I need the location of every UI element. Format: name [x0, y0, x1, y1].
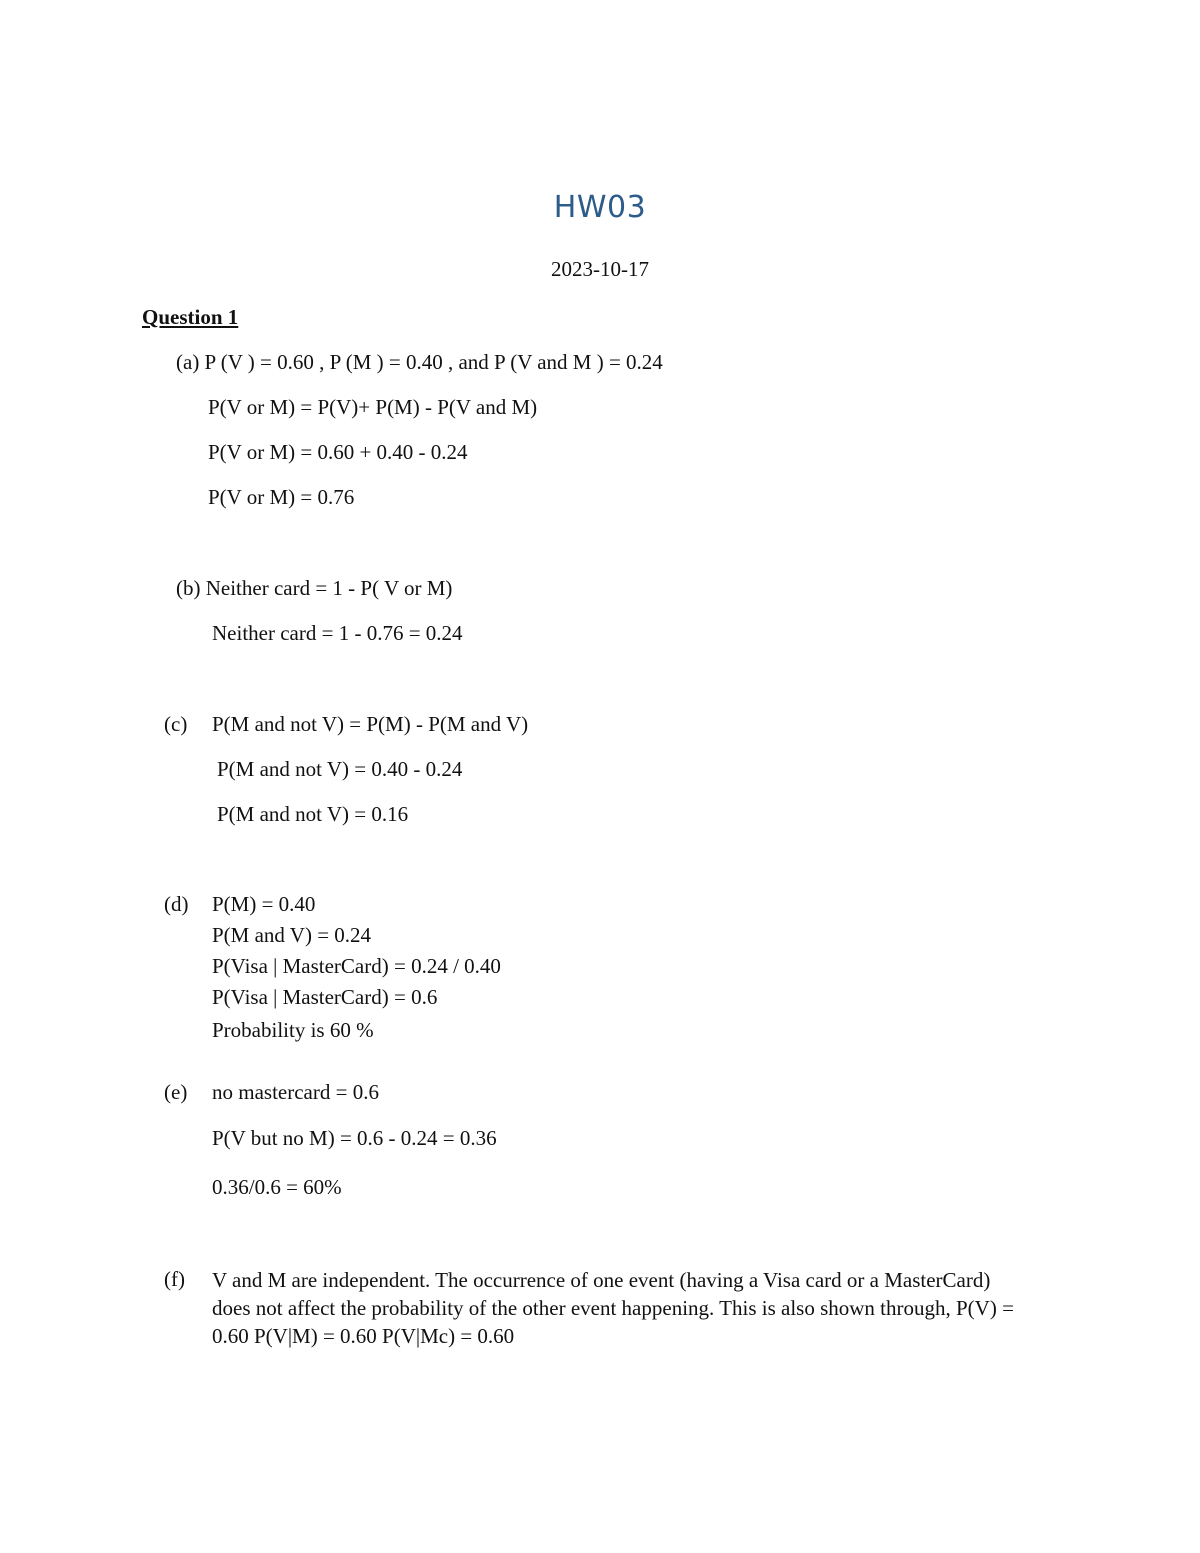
part-b-line-1: Neither card = 1 - 0.76 = 0.24 — [212, 621, 463, 645]
part-c-line-2: P(M and not V) = 0.16 — [217, 802, 409, 826]
question-heading: Question 1 — [142, 305, 239, 329]
part-e-line-1: no mastercard = 0.6 — [212, 1080, 379, 1104]
part-a-lead: (a) P (V ) = 0.60 , P (M ) = 0.40 , and P (V and M ) = 0.24 — [176, 350, 663, 374]
part-a-line-2: P(V or M) = 0.60 + 0.40 - 0.24 — [208, 440, 468, 464]
part-e-line-3: 0.36/0.6 = 60% — [212, 1175, 342, 1199]
part-c-label: (c) — [164, 712, 188, 736]
part-b-lead: (b) Neither card = 1 - P( V or M) — [176, 576, 453, 600]
part-a-line-3: P(V or M) = 0.76 — [208, 485, 355, 509]
part-d-line-5: Probability is 60 % — [212, 1018, 374, 1042]
part-f-label: (f) — [164, 1267, 185, 1291]
document-date: 2023-10-17 — [551, 257, 649, 281]
part-e-label: (e) — [164, 1080, 188, 1104]
part-a-line-1: P(V or M) = P(V)+ P(M) - P(V and M) — [208, 395, 538, 419]
part-f-paragraph: V and M are independent. The occurrence of one event (having a Visa card or a MasterCard) does not affect the probability of the other event happening. This is also shown through, P(V) = 0.60 P(V|M) = 0.60 P(V|Mc) = 0.60 — [212, 1268, 1014, 1348]
part-d-line-1: P(M) = 0.40 — [212, 892, 316, 916]
part-d-label: (d) — [164, 892, 189, 916]
part-d-line-3: P(Visa | MasterCard) = 0.24 / 0.40 — [212, 954, 501, 978]
part-d-line-4: P(Visa | MasterCard) = 0.6 — [212, 985, 438, 1009]
part-e-line-2: P(V but no M) = 0.6 - 0.24 = 0.36 — [212, 1126, 497, 1150]
part-c-line-1: P(M and not V) = 0.40 - 0.24 — [217, 757, 463, 781]
part-d-line-2: P(M and V) = 0.24 — [212, 923, 372, 947]
part-c-lead: P(M and not V) = P(M) - P(M and V) — [212, 712, 529, 736]
document-title: HW03 — [553, 190, 647, 225]
